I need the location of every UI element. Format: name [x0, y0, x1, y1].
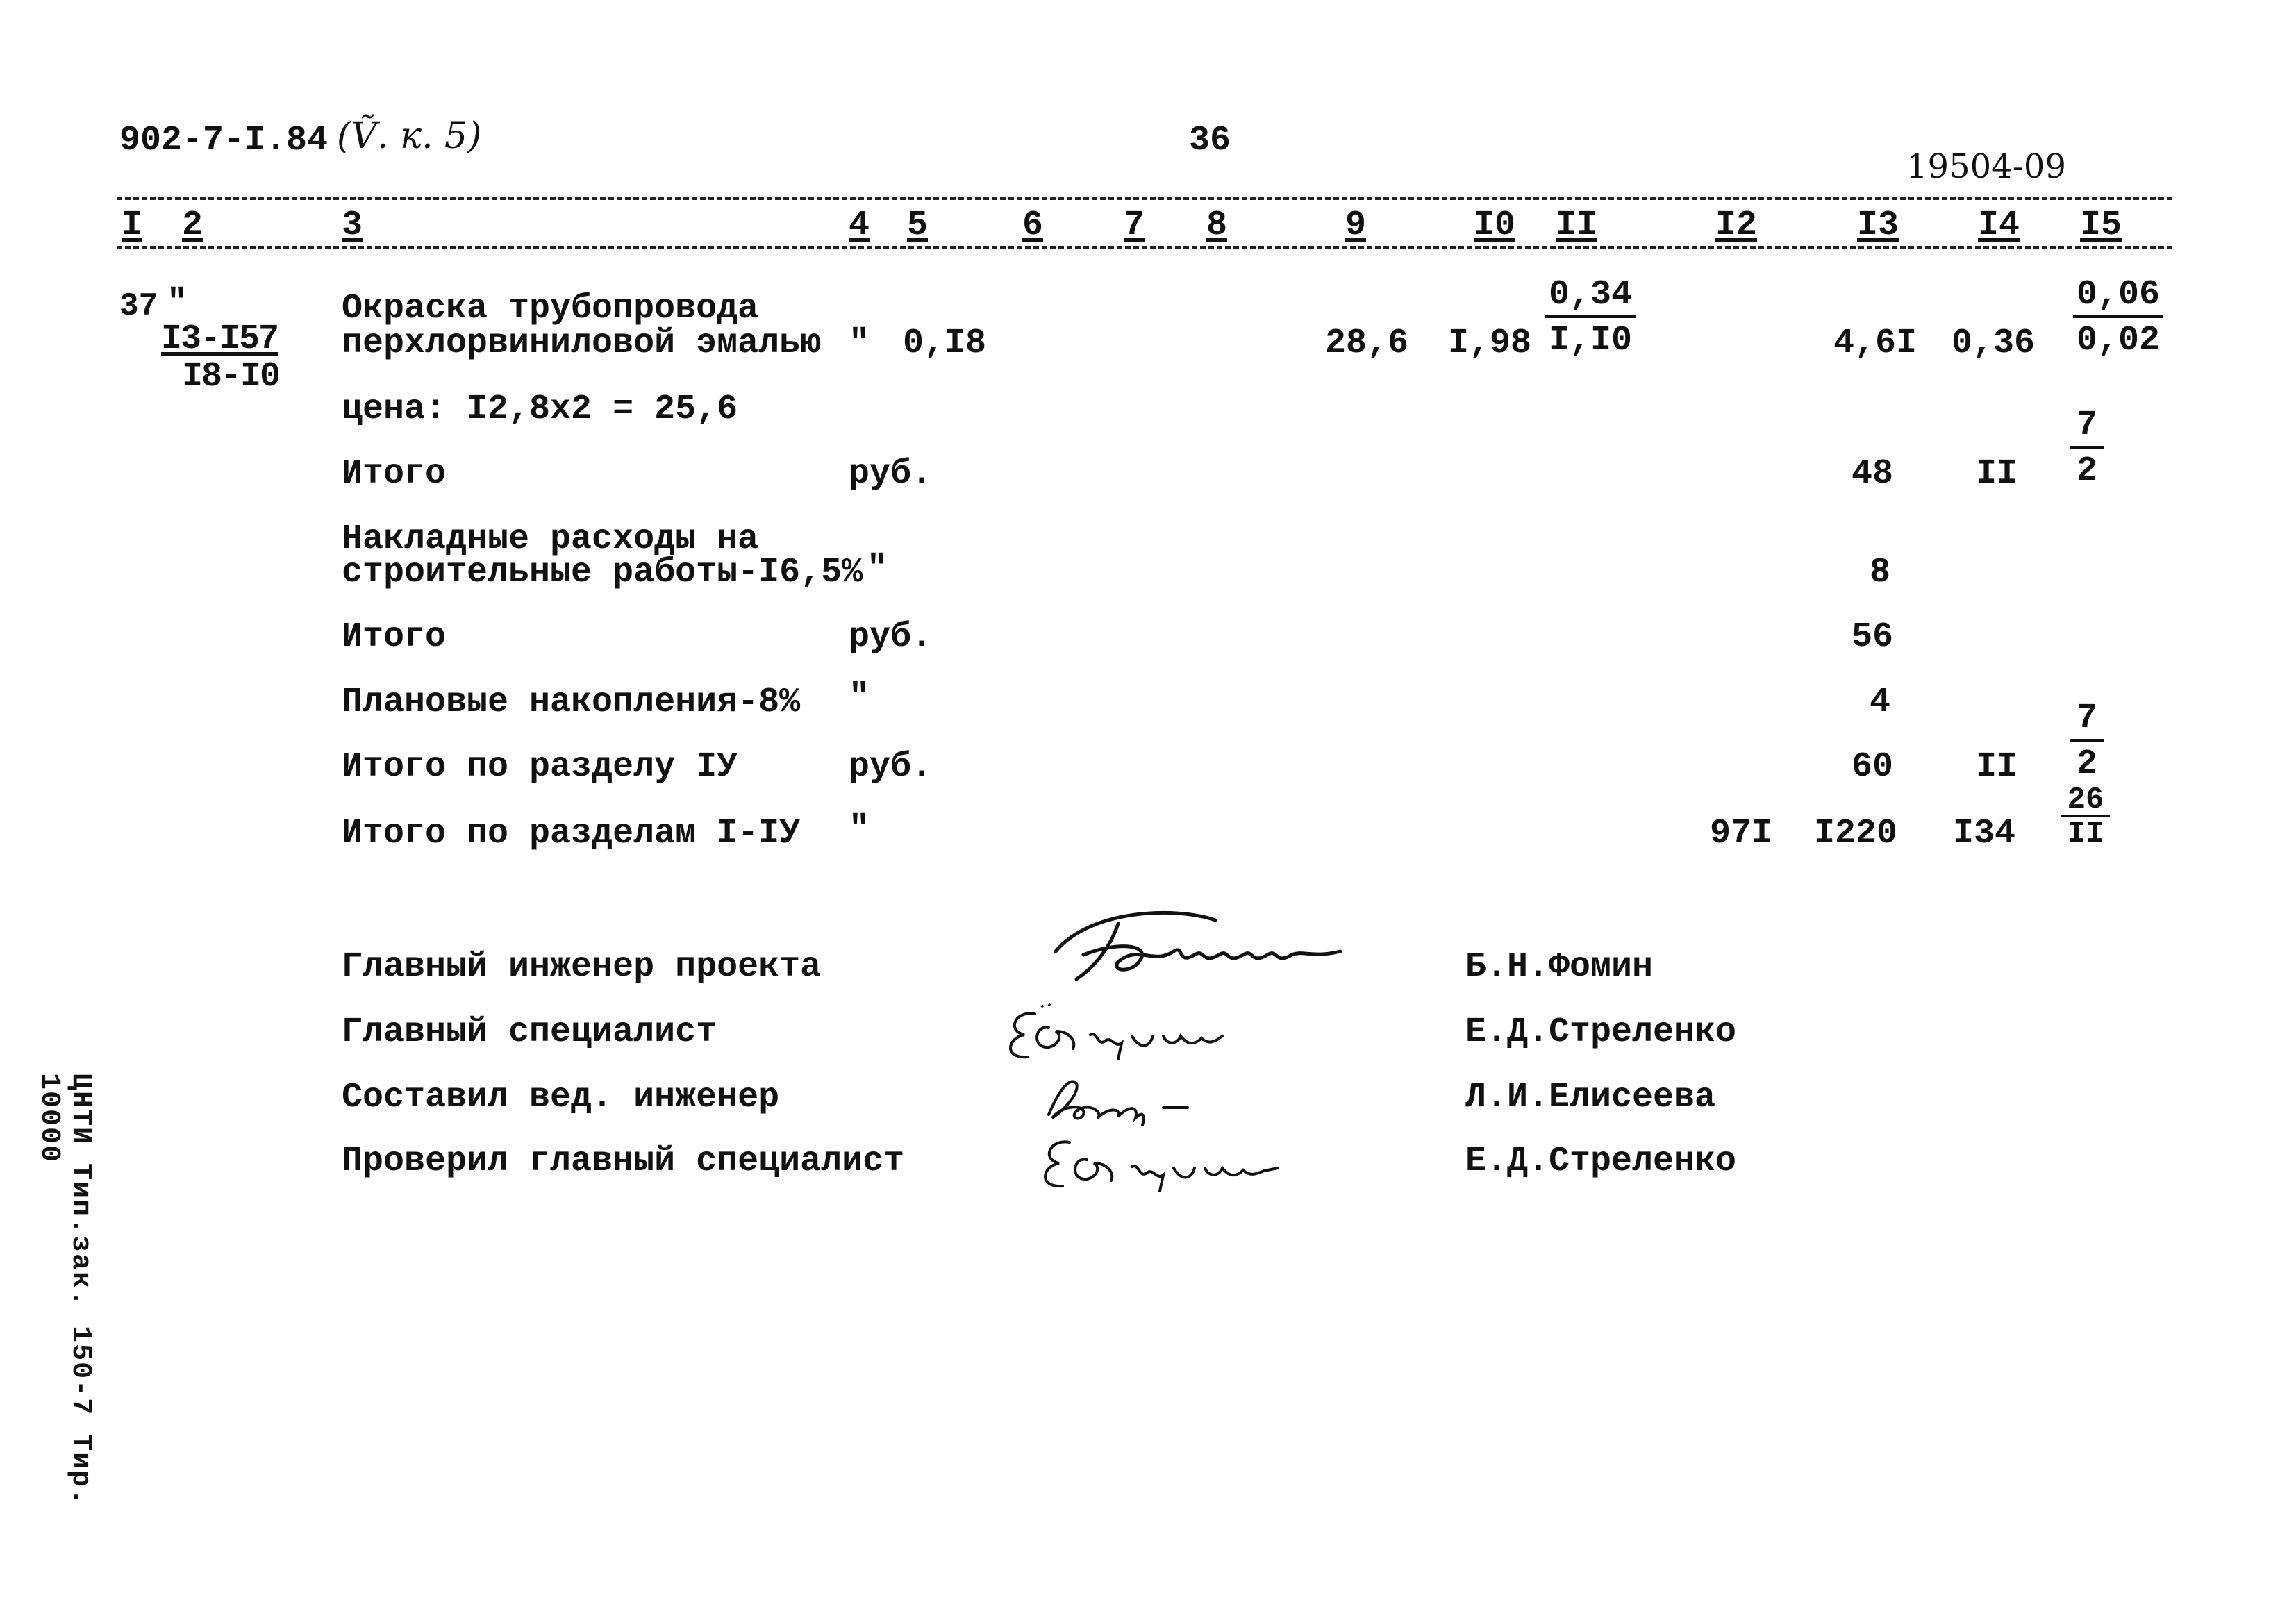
sections-total-unit: " — [849, 810, 870, 849]
total1-unit: руб. — [849, 454, 933, 494]
section-total-label: Итого по разделу IУ — [342, 747, 738, 787]
sections-total-col15-fraction — [2061, 785, 2110, 849]
total2-col13: 56 — [1852, 617, 1894, 657]
column-header: I — [122, 206, 143, 245]
column-header: 9 — [1345, 206, 1367, 245]
signature-strelenko-2 — [1021, 1125, 1313, 1201]
signature-fomin — [1035, 903, 1396, 993]
item-col15-denominator: 0,02 — [2076, 321, 2161, 360]
section-total-unit: руб. — [849, 747, 933, 787]
planned-unit: " — [849, 678, 870, 717]
column-header: 3 — [342, 206, 363, 245]
signature-role: Главный инженер проекта — [342, 947, 822, 987]
section-total-col15-numerator: 7 — [2070, 701, 2104, 742]
price-note: цена: I2,8x2 = 25,6 — [342, 390, 738, 429]
column-header: 8 — [1206, 206, 1228, 245]
printer-imprint: ЦНТИ Тип.зак. 150-7 Тир. 10000 — [33, 1073, 96, 1507]
signature-role: Главный специалист — [342, 1012, 717, 1052]
column-header: 6 — [1022, 206, 1044, 245]
item-col11-fraction — [1545, 275, 1636, 360]
signature-name: Б.Н.Фомин — [1465, 947, 1654, 987]
header-rule-bottom — [117, 246, 2172, 249]
total1-col15-denominator: 2 — [2076, 451, 2097, 491]
item-code: I3-I57 — [161, 319, 278, 359]
total2-label: Итого — [342, 617, 447, 657]
item-unit: " — [849, 324, 870, 363]
item-col13: 4,6I — [1833, 324, 1918, 363]
signature-name: Е.Д.Стреленко — [1465, 1012, 1737, 1052]
page-number: 36 — [1189, 121, 1231, 160]
section-total-col15-fraction — [2070, 701, 2104, 782]
item-col9: 28,6 — [1325, 324, 1409, 363]
overhead-line1: Накладные расходы на — [342, 519, 759, 559]
item-ditto: " — [167, 283, 188, 323]
signature-eliseeva — [1021, 1062, 1229, 1132]
total1-col15-numerator: 7 — [2070, 408, 2104, 449]
sections-total-col13: I220 — [1814, 814, 1898, 853]
column-header: 4 — [849, 206, 870, 245]
item-col11-numerator: 0,34 — [1545, 278, 1636, 318]
item-number: 37 — [119, 288, 158, 324]
column-header: I2 — [1715, 206, 1758, 245]
signature-name: Е.Д.Стреленко — [1465, 1142, 1737, 1181]
stamp-number: 19504-09 — [1906, 147, 2066, 186]
document-code: 902-7-I.84 — [119, 121, 328, 160]
item-col11-denominator: I,I0 — [1548, 321, 1633, 360]
item-col15-numerator: 0,06 — [2073, 278, 2163, 318]
signature-role: Составил вед. инженер — [342, 1078, 780, 1117]
sections-total-label: Итого по разделам I-IУ — [342, 814, 801, 853]
item-quantity: 0,I8 — [903, 324, 987, 363]
column-header: I5 — [2080, 206, 2122, 245]
item-col15-fraction — [2073, 275, 2163, 360]
column-header: I4 — [1978, 206, 2020, 245]
overhead-line2: строительные работы-I6,5% — [342, 553, 863, 592]
item-col14: 0,36 — [1952, 324, 2036, 363]
column-header: I3 — [1857, 206, 1899, 245]
total1-col13: 48 — [1852, 454, 1894, 494]
signature-role: Проверил главный специалист — [342, 1142, 905, 1181]
column-header: 2 — [182, 206, 203, 245]
header-rule-top — [117, 197, 2172, 200]
total1-col15-fraction — [2070, 408, 2104, 489]
overhead-col13: 8 — [1870, 553, 1891, 592]
sections-total-col15-denominator: II — [2067, 817, 2104, 851]
column-header: I0 — [1474, 206, 1516, 245]
planned-col13: 4 — [1870, 683, 1891, 722]
sections-total-col14: I34 — [1953, 814, 2016, 853]
item-description-line1: Окраска трубопровода — [342, 289, 759, 328]
total2-unit: руб. — [849, 617, 933, 657]
item-code-secondary: I8-I0 — [182, 357, 280, 397]
signature-name: Л.И.Елисеева — [1465, 1078, 1716, 1117]
total1-label: Итого — [342, 454, 447, 494]
sections-total-col12: 97I — [1710, 814, 1773, 853]
total1-col14: II — [1976, 454, 2018, 494]
sections-total-col15-numerator: 26 — [2061, 785, 2110, 817]
signature-strelenko — [993, 993, 1257, 1069]
overhead-unit: " — [867, 549, 888, 589]
section-total-col13: 60 — [1852, 747, 1894, 787]
section-total-col14: II — [1976, 747, 2018, 787]
item-col10: I,98 — [1448, 324, 1532, 363]
document-note: (Ṽ. к. 5) — [337, 115, 482, 157]
section-total-col15-denominator: 2 — [2076, 744, 2097, 784]
column-header: 5 — [907, 206, 929, 245]
item-description-line2: перхлорвиниловой эмалью — [342, 324, 822, 363]
planned-label: Плановые накопления-8% — [342, 683, 801, 722]
column-header: II — [1556, 206, 1598, 245]
column-header: 7 — [1124, 206, 1145, 245]
